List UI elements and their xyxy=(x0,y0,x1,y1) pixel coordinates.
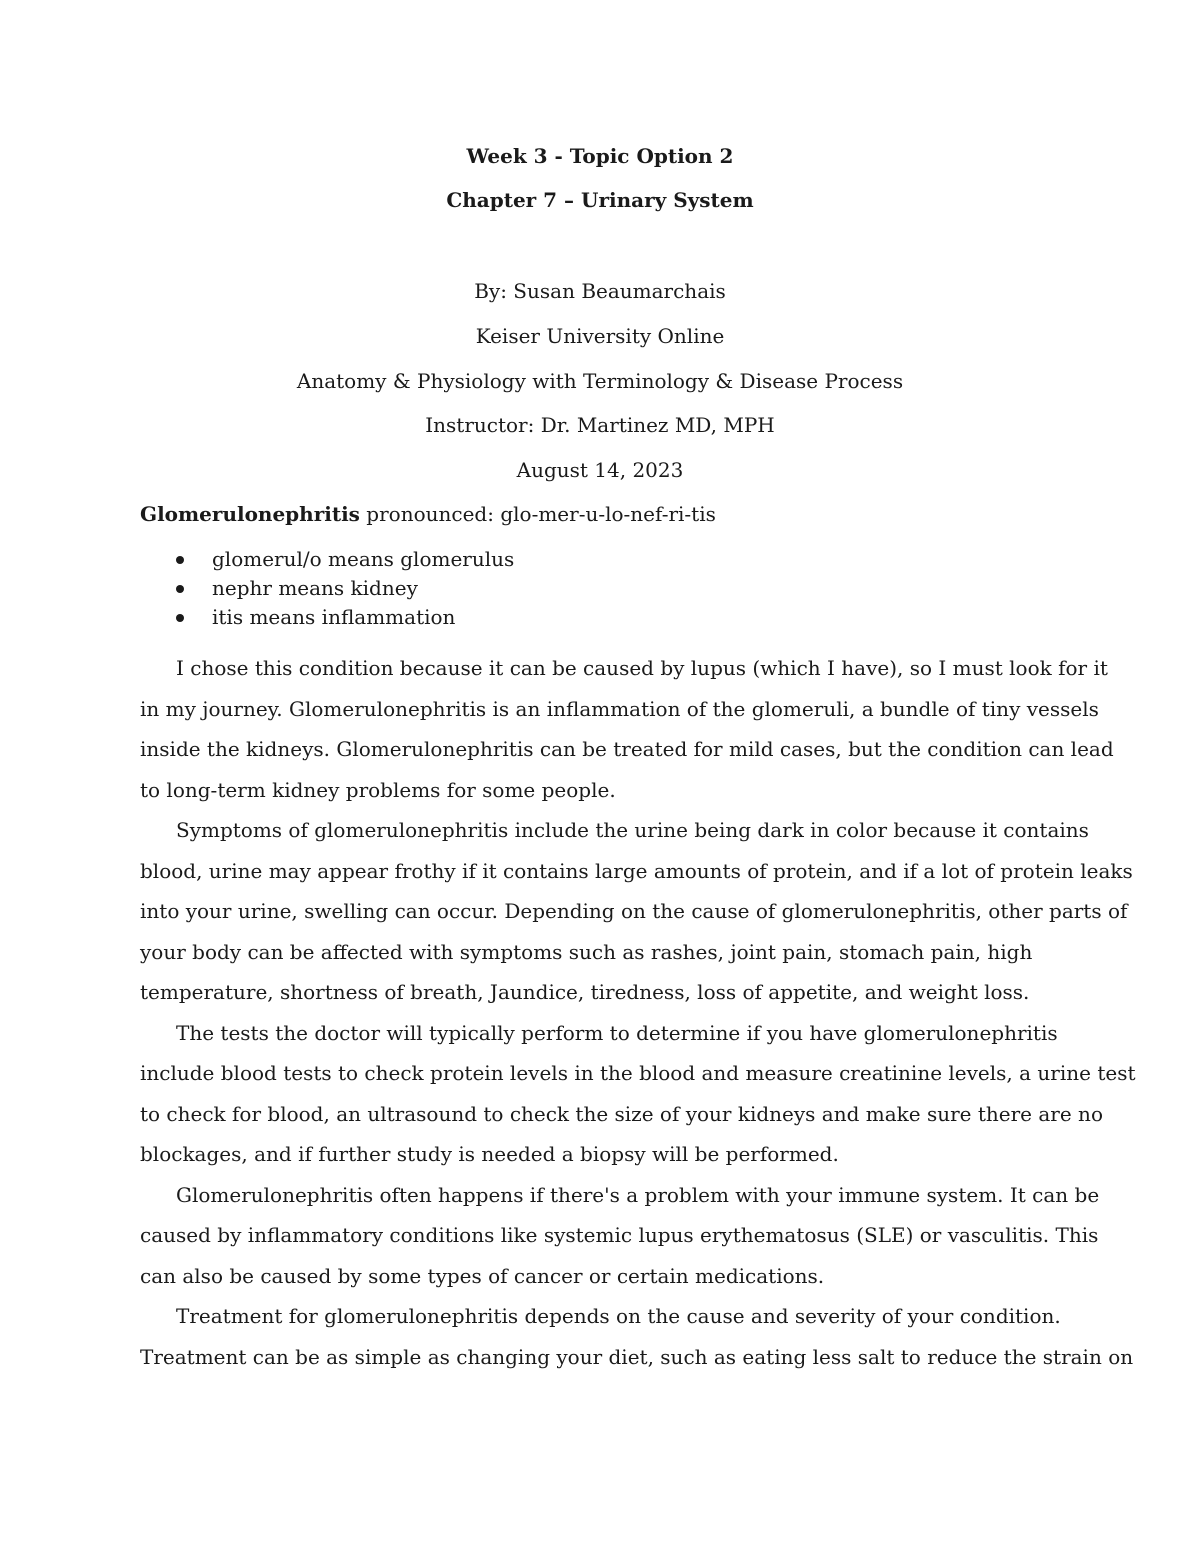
paragraph-line: Symptoms of glomerulonephritis include the urine being dark in color because it contains xyxy=(176,818,1089,842)
paragraph-line: Treatment for glomerulonephritis depends on the cause and severity of your condition. xyxy=(176,1304,1061,1328)
bullet-icon xyxy=(176,585,184,593)
term-pronunciation: pronounced: glo-mer-u-lo-nef-ri-tis xyxy=(359,502,716,526)
paragraph-line: Glomerulonephritis often happens if there's a problem with your immune system. It can be xyxy=(176,1182,1100,1207)
institution-line: Keiser University Online xyxy=(475,324,725,348)
list-item xyxy=(140,576,514,605)
document-title: Week 3 - Topic Option 2 xyxy=(466,144,734,168)
paragraph-causes xyxy=(140,1175,1100,1297)
paragraph-line: caused by inflammatory conditions like systemic lupus erythematosus (SLE) or vasculitis. This xyxy=(140,1223,1099,1247)
paragraph-line: can also be caused by some types of cancer or certain medications. xyxy=(140,1263,825,1288)
date-line: August 14, 2023 xyxy=(516,458,684,482)
paragraph-line: blood, urine may appear frothy if it contains large amounts of protein, and if a lot of protein leaks xyxy=(140,858,1133,883)
paragraph-intro xyxy=(140,648,1114,810)
paragraph-line: your body can be affected with symptoms such as rashes, joint pain, stomach pain, high xyxy=(140,939,1033,964)
paragraph-line: blockages, and if further study is needed a biopsy will be performed. xyxy=(140,1142,839,1166)
paragraph-line: include blood tests to check protein levels in the blood and measure creatinine levels, a urine test xyxy=(140,1061,1136,1085)
paragraph-line: to check for blood, an ultrasound to check the size of your kidneys and make sure there are no xyxy=(140,1101,1103,1126)
chapter-subtitle: Chapter 7 – Urinary System xyxy=(446,188,754,212)
paragraph-symptoms xyxy=(140,810,1133,1013)
list-item xyxy=(140,547,514,576)
bullet-icon xyxy=(176,614,184,622)
paragraph-treatment xyxy=(140,1296,1134,1377)
list-item-text: glomerul/o means glomerulus xyxy=(212,547,515,571)
list-item-text: itis means inflammation xyxy=(212,605,456,629)
paragraph-line: in my journey. Glomerulonephritis is an inflammation of the glomeruli, a bundle of tiny vessels xyxy=(140,696,1099,721)
paragraph-line: into your urine, swelling can occur. Depending on the cause of glomerulonephritis, other parts of xyxy=(140,899,1128,923)
list-item-text: nephr means kidney xyxy=(212,576,418,600)
bullet-icon xyxy=(176,556,184,564)
author-line: By: Susan Beaumarchais xyxy=(474,279,726,303)
paragraph-tests xyxy=(140,1013,1136,1175)
paragraph-line: inside the kidneys. Glomerulonephritis can be treated for mild cases, but the condition can lead xyxy=(140,737,1114,761)
term-intro xyxy=(140,502,716,526)
instructor-line: Instructor: Dr. Martinez MD, MPH xyxy=(425,413,775,437)
paragraph-line: to long-term kidney problems for some people. xyxy=(140,777,616,802)
paragraph-line: Treatment can be as simple as changing your diet, such as eating less salt to reduce the strain on xyxy=(140,1344,1134,1369)
paragraph-line: temperature, shortness of breath, Jaundice, tiredness, loss of appetite, and weight loss. xyxy=(140,980,1030,1004)
list-item xyxy=(140,605,514,634)
term-breakdown-list xyxy=(140,547,514,634)
body-text xyxy=(140,648,1136,1377)
term-name: Glomerulonephritis xyxy=(140,502,360,526)
course-line: Anatomy & Physiology with Terminology & Disease Process xyxy=(296,369,904,393)
paragraph-line: The tests the doctor will typically perform to determine if you have glomerulonephritis xyxy=(176,1020,1058,1045)
paragraph-line: I chose this condition because it can be caused by lupus (which I have), so I must look for it xyxy=(176,656,1108,680)
